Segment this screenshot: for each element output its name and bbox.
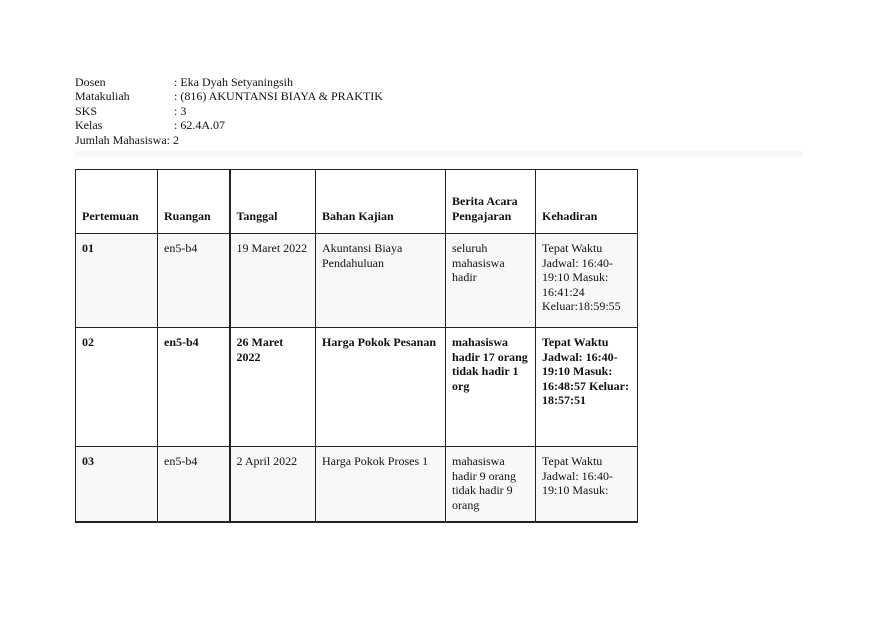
cell-kehadiran: Tepat Waktu Jadwal: 16:40-19:10 Masuk:	[536, 447, 638, 522]
info-label: Kelas	[75, 118, 103, 133]
cell-tanggal: 26 Maret 2022	[230, 328, 316, 447]
table-row	[76, 447, 638, 522]
cell-bahan-kajian: Harga Pokok Pesanan	[316, 328, 446, 447]
cell-pertemuan: 03	[76, 447, 158, 522]
cell-ruangan: en5-b4	[158, 328, 230, 447]
header-bahan-kajian: Bahan Kajian	[316, 170, 446, 234]
cell-bahan-kajian: Akuntansi Biaya Pendahuluan	[316, 234, 446, 328]
info-row-jumlah-mahasiswa	[75, 133, 383, 147]
info-value: : 3	[174, 103, 187, 118]
cell-ruangan: en5-b4	[158, 447, 230, 522]
info-row-kelas	[75, 118, 383, 132]
info-label: SKS	[75, 103, 98, 118]
cell-tanggal: 19 Maret 2022	[230, 234, 316, 328]
divider-bar	[75, 151, 803, 157]
info-row-matakuliah	[75, 89, 383, 103]
cell-berita-acara: seluruh mahasiswa hadir	[446, 234, 536, 328]
cell-tanggal: 2 April 2022	[230, 447, 316, 522]
table-row	[76, 234, 638, 328]
cell-ruangan: en5-b4	[158, 234, 230, 328]
info-value: : (816) AKUNTANSI BIAYA & PRAKTIK	[174, 89, 383, 104]
info-label: Matakuliah	[75, 89, 130, 104]
table-header-row	[76, 170, 638, 234]
attendance-table	[75, 169, 638, 523]
cell-pertemuan: 01	[76, 234, 158, 328]
header-berita-acara: Berita Acara Pengajaran	[446, 170, 536, 234]
cell-kehadiran: Tepat Waktu Jadwal: 16:40-19:10 Masuk: 16:48:57 Keluar: 18:57:51	[536, 328, 638, 447]
info-value: : Eka Dyah Setyaningsih	[174, 75, 293, 89]
cell-pertemuan: 02	[76, 328, 158, 447]
header-tanggal: Tanggal	[230, 170, 316, 234]
header-kehadiran: Kehadiran	[536, 170, 638, 234]
header-ruangan: Ruangan	[158, 170, 230, 234]
cell-berita-acara: mahasiswa hadir 9 orang tidak hadir 9 orang	[446, 447, 536, 522]
cell-berita-acara: mahasiswa hadir 17 orang tidak hadir 1 org	[446, 328, 536, 447]
header-pertemuan: Pertemuan	[76, 170, 158, 234]
course-info	[75, 75, 383, 147]
info-row-sks	[75, 104, 383, 118]
info-value: : 2	[166, 132, 179, 147]
info-label: Jumlah Mahasiswa	[75, 132, 167, 147]
info-value: : 62.4A.07	[174, 118, 225, 133]
cell-bahan-kajian: Harga Pokok Proses 1	[316, 447, 446, 522]
cell-kehadiran: Tepat Waktu Jadwal: 16:40-19:10 Masuk: 16:41:24 Keluar:18:59:55	[536, 234, 638, 328]
table-row	[76, 328, 638, 447]
info-row-dosen	[75, 75, 383, 89]
info-label: Dosen	[75, 75, 106, 89]
